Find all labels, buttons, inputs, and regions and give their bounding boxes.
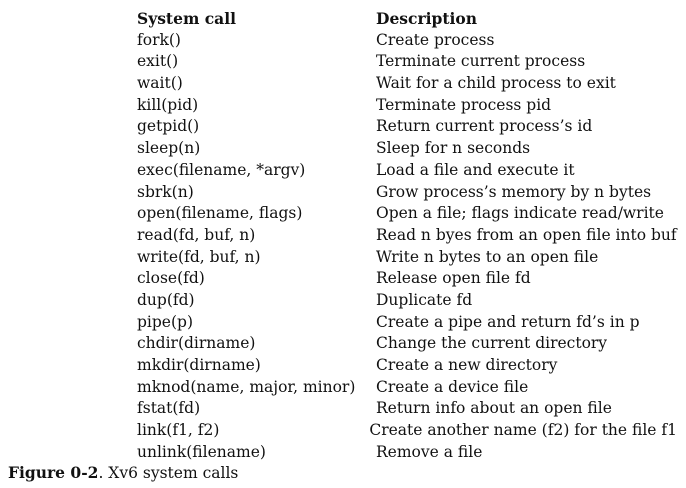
table-row bbox=[137, 312, 677, 334]
system-call-description: Read n byes from an open file into buf bbox=[376, 225, 677, 244]
system-call-name: read(fd, buf, n) bbox=[137, 225, 256, 244]
system-call-description: Write n bytes to an open file bbox=[376, 247, 599, 266]
table-row bbox=[137, 138, 677, 160]
table-row bbox=[137, 247, 677, 269]
table-row bbox=[137, 355, 677, 377]
table-row bbox=[137, 398, 677, 420]
system-call-name: fork() bbox=[137, 30, 181, 49]
system-call-name: wait() bbox=[137, 74, 183, 93]
table-row bbox=[137, 116, 677, 138]
figure-label: Figure 0-2 bbox=[8, 463, 99, 482]
system-call-name: pipe(p) bbox=[137, 312, 193, 331]
system-call-name: fstat(fd) bbox=[137, 399, 201, 418]
system-call-name: write(fd, buf, n) bbox=[137, 247, 261, 266]
system-call-description: Terminate current process bbox=[376, 52, 586, 71]
system-call-description: Create process bbox=[376, 30, 495, 49]
system-call-description: Return info about an open file bbox=[376, 399, 612, 418]
header-system-call: System call bbox=[137, 9, 237, 28]
header-description: Description bbox=[376, 9, 478, 28]
system-call-name: exec(filename, *argv) bbox=[137, 160, 306, 179]
table-row bbox=[137, 95, 677, 117]
table-row bbox=[137, 333, 677, 355]
table-body bbox=[137, 30, 677, 464]
table-row bbox=[137, 51, 677, 73]
system-call-name: sleep(n) bbox=[137, 139, 201, 158]
figure-caption bbox=[8, 462, 238, 484]
system-call-description: Wait for a child process to exit bbox=[376, 74, 616, 93]
system-call-name: dup(fd) bbox=[137, 290, 195, 309]
table-row bbox=[137, 203, 677, 225]
system-call-name: unlink(filename) bbox=[137, 442, 266, 461]
system-call-description: Create a device file bbox=[376, 377, 529, 396]
table-row bbox=[137, 290, 677, 312]
system-call-description: Create a pipe and return fd’s in p bbox=[376, 312, 640, 331]
system-call-name: exit() bbox=[137, 52, 179, 71]
system-call-description: Open a file; flags indicate read/write bbox=[376, 204, 664, 223]
system-call-description: Release open file fd bbox=[376, 269, 531, 288]
system-calls-table bbox=[137, 8, 677, 463]
system-call-description: Sleep for n seconds bbox=[376, 139, 531, 158]
system-call-name: close(fd) bbox=[137, 269, 205, 288]
table-row bbox=[137, 30, 677, 52]
system-call-name: mkdir(dirname) bbox=[137, 356, 261, 374]
figure-caption-text: . Xv6 system calls bbox=[98, 464, 239, 482]
table-row bbox=[137, 182, 677, 204]
system-call-name: mknod(name, major, minor) bbox=[137, 377, 356, 396]
system-call-description: Load a file and execute it bbox=[376, 160, 575, 179]
table-row bbox=[137, 420, 677, 442]
system-call-description: Remove a file bbox=[376, 442, 483, 461]
system-call-name: getpid() bbox=[137, 117, 200, 136]
system-call-description: Return current process’s id bbox=[376, 117, 593, 136]
table-row bbox=[137, 442, 677, 464]
system-call-name: link(f1, f2) bbox=[137, 421, 220, 440]
system-call-name: kill(pid) bbox=[137, 95, 199, 114]
system-call-name: chdir(dirname) bbox=[137, 334, 256, 353]
table-header bbox=[137, 8, 677, 30]
system-call-name: open(filename, flags) bbox=[137, 204, 303, 223]
table-row bbox=[137, 73, 677, 95]
system-call-description: Terminate process pid bbox=[376, 95, 552, 114]
table-row bbox=[137, 160, 677, 182]
system-call-description: Create another name (f2) for the file f1 bbox=[369, 421, 677, 440]
system-call-description: Duplicate fd bbox=[376, 290, 473, 309]
table-row bbox=[137, 225, 677, 247]
system-call-description: Change the current directory bbox=[376, 334, 608, 353]
system-call-description: Grow process’s memory by n bytes bbox=[376, 182, 652, 201]
system-call-description: Create a new directory bbox=[376, 356, 558, 374]
table-row bbox=[137, 377, 677, 399]
table-row bbox=[137, 268, 677, 290]
system-call-name: sbrk(n) bbox=[137, 182, 194, 201]
